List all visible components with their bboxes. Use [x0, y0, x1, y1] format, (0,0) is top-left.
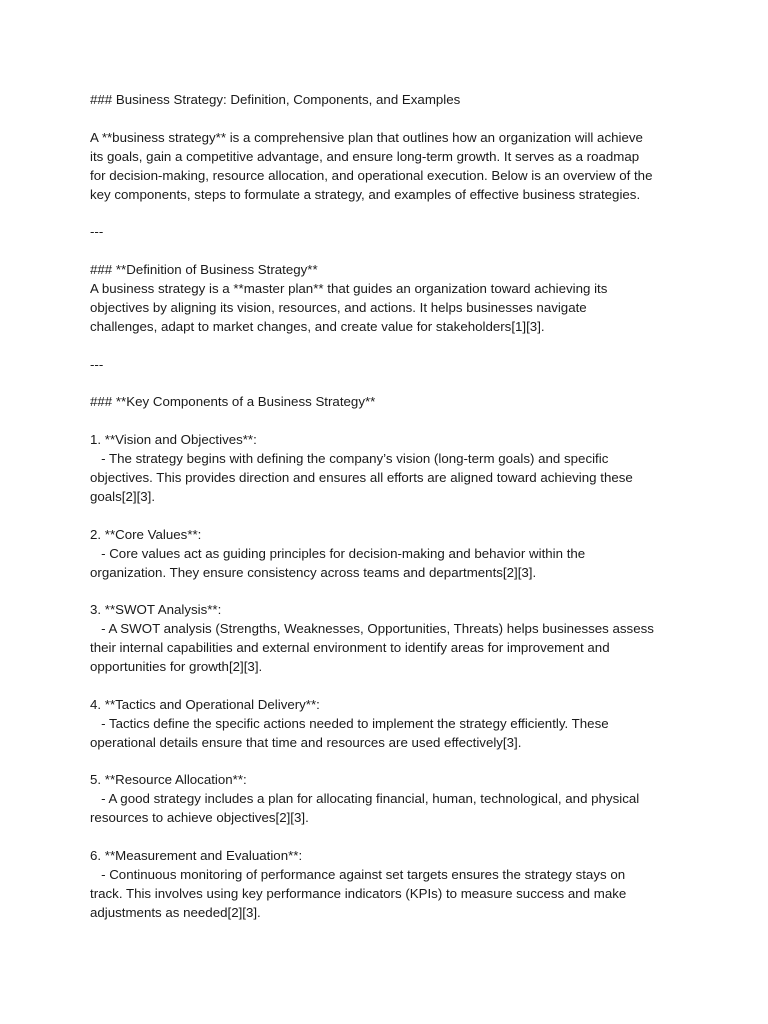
blank-line	[90, 507, 690, 526]
intro-line: its goals, gain a competitive advantage, and ensure long-term growth. It serves as a roadmap	[90, 148, 640, 164]
component-title: 6. **Measurement and Evaluation**:	[90, 848, 303, 864]
component-item	[90, 601, 690, 677]
blank-line	[90, 677, 690, 696]
component-line: their internal capabilities and external environment to identify areas for improvement and	[90, 640, 610, 656]
component-line: organization. They ensure consistency across teams and departments[2][3].	[90, 564, 537, 580]
component-title: 4. **Tactics and Operational Delivery**:	[90, 696, 320, 712]
component-item	[90, 847, 690, 923]
document-page	[90, 91, 690, 923]
components-section	[90, 393, 690, 922]
separator: ---	[90, 356, 104, 372]
component-item	[90, 431, 690, 507]
blank-line	[90, 110, 690, 129]
component-item	[90, 526, 690, 583]
component-line: - A SWOT analysis (Strengths, Weaknesses, Opportunities, Threats) helps businesses assess	[90, 621, 654, 637]
separator: ---	[90, 224, 104, 240]
component-line: adjustments as needed[2][3].	[90, 904, 261, 920]
component-line: opportunities for growth[2][3].	[90, 659, 263, 675]
component-item	[90, 696, 690, 753]
component-line: - Core values act as guiding principles for decision-making and behavior within the	[90, 545, 586, 561]
component-line: track. This involves using key performance indicators (KPIs) to measure success and make	[90, 885, 627, 901]
blank-line	[90, 412, 690, 431]
section-heading: ### **Definition of Business Strategy**	[90, 262, 318, 278]
component-line: goals[2][3].	[90, 488, 156, 504]
blank-line	[90, 242, 690, 261]
blank-line	[90, 375, 690, 394]
component-line: - A good strategy includes a plan for allocating financial, human, technological, and physical	[90, 791, 640, 807]
section-heading: ### **Key Components of a Business Strategy**	[90, 394, 376, 410]
intro-line: for decision-making, resource allocation, and operational execution. Below is an overview of the	[90, 167, 653, 183]
component-line: - The strategy begins with defining the company’s vision (long-term goals) and specific	[90, 451, 609, 467]
component-line: objectives. This provides direction and ensures all efforts are aligned toward achieving these	[90, 470, 633, 486]
definition-line: A business strategy is a **master plan** that guides an organization toward achieving its	[90, 281, 608, 297]
blank-line	[90, 337, 690, 356]
blank-line	[90, 582, 690, 601]
component-line: - Continuous monitoring of performance against set targets ensures the strategy stays on	[90, 866, 626, 882]
component-line: resources to achieve objectives[2][3].	[90, 810, 309, 826]
component-line: - Tactics define the specific actions needed to implement the strategy efficiently. These	[90, 715, 609, 731]
intro-line: key components, steps to formulate a strategy, and examples of effective business strategies.	[90, 186, 641, 202]
component-line: operational details ensure that time and resources are used effectively[3].	[90, 734, 522, 750]
document-title: ### Business Strategy: Definition, Components, and Examples	[90, 92, 461, 107]
blank-line	[90, 828, 690, 847]
definition-line: objectives by aligning its vision, resources, and actions. It helps businesses navigate	[90, 299, 587, 315]
blank-line	[90, 753, 690, 772]
component-title: 1. **Vision and Objectives**:	[90, 432, 257, 448]
component-title: 2. **Core Values**:	[90, 526, 202, 542]
component-title: 3. **SWOT Analysis**:	[90, 602, 222, 618]
intro-paragraph	[90, 129, 690, 205]
component-item	[90, 771, 690, 828]
intro-line: A **business strategy** is a comprehensive plan that outlines how an organization will achieve	[90, 129, 643, 145]
definition-line: challenges, adapt to market changes, and create value for stakeholders[1][3].	[90, 318, 545, 334]
blank-line	[90, 204, 690, 223]
component-title: 5. **Resource Allocation**:	[90, 772, 247, 788]
definition-section	[90, 261, 690, 337]
